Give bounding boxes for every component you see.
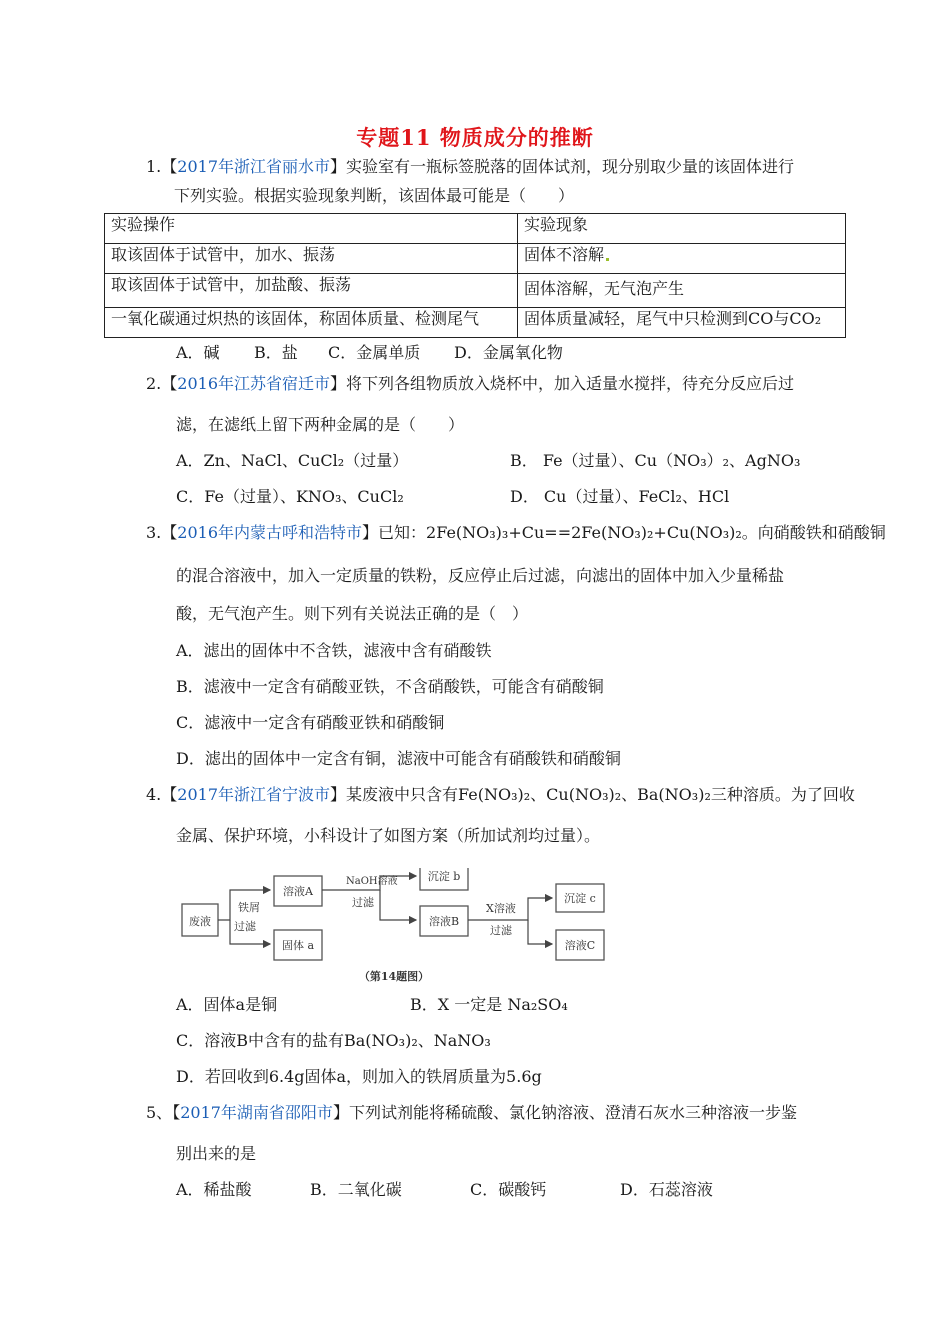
option-b: B．盐	[254, 343, 298, 362]
option-b: B．滤液中一定含有硝酸亚铁，不含硝酸铁，可能含有硝酸铜	[176, 677, 604, 696]
question-source: 2016年江苏省宿迁市	[177, 374, 331, 393]
option-d: D．金属氧化物	[454, 343, 563, 362]
option-c: C．碳酸钙	[470, 1180, 547, 1199]
table-row	[105, 244, 846, 274]
question-1-line-1: 1.【2017年浙江省丽水市】实验室有一瓶标签脱落的固体试剂，现分别取少量的该固体进行	[146, 157, 795, 176]
table-row	[105, 308, 846, 338]
question-number: 3.	[146, 523, 162, 542]
question-2-line-1: 2.【2016年江苏省宿迁市】将下列各组物质放入烧杯中，加入适量水搅拌，待充分反应后过	[146, 374, 795, 393]
arrow	[380, 890, 416, 920]
filter-label: 过滤	[490, 924, 512, 937]
option-c: C．溶液B中含有的盐有Ba(NO₃)₂、NaNO₃	[176, 1031, 491, 1050]
question-1-line-2: 下列实验。根据实验现象判断，该固体最可能是（ ）	[174, 186, 575, 205]
table-cell: 一氧化碳通过炽热的该固体，称固体质量、检测尾气	[105, 308, 518, 338]
naoh-label: NaOH溶液	[346, 876, 398, 887]
table-cell: 固体不溶解	[518, 244, 846, 274]
question-number: 4.	[146, 785, 162, 804]
question-5-line-1: 5、【2017年湖南省邵阳市】下列试剂能将稀硫酸、氯化钠溶液、澄清石灰水三种溶液一步鉴	[146, 1103, 797, 1122]
option-a: A．稀盐酸	[176, 1180, 252, 1199]
option-b: B． Fe（过量）、Cu（NO₃）₂、AgNO₃	[510, 451, 801, 470]
iron-label: 铁屑	[238, 901, 260, 914]
question-text: 实验室有一瓶标签脱落的固体试剂，现分别取少量的该固体进行	[346, 157, 795, 176]
waste-label: 废液	[189, 915, 211, 928]
question-3-line-3: 酸，无气泡产生。则下列有关说法正确的是（ ）	[176, 604, 529, 623]
question-source: 2017年湖南省邵阳市	[180, 1103, 333, 1122]
question-source: 2016年内蒙古呼和浩特市	[177, 523, 363, 542]
table-row	[105, 274, 846, 308]
table-header: 实验操作	[105, 214, 518, 244]
question-text: 下列试剂能将稀硫酸、氯化钠溶液、澄清石灰水三种溶液一步鉴	[348, 1103, 797, 1122]
table-header-row	[105, 214, 846, 244]
table-cell: 固体溶解，无气泡产生	[518, 274, 846, 308]
question-text: 已知：2Fe(NO₃)₃+Cu==2Fe(NO₃)₂+Cu(NO₃)₂。向硝酸铁和硝酸铜	[378, 523, 886, 542]
table-cell: 固体质量减轻，尾气中只检测到CO与CO₂	[518, 308, 846, 338]
option-c: C．金属单质	[328, 343, 421, 362]
table-header: 实验现象	[518, 214, 846, 244]
filter-label: 过滤	[234, 920, 256, 933]
question-4-line-1: 4.【2017年浙江省宁波市】某废液中只含有Fe(NO₃)₂、Cu(NO₃)₂、Ba(NO₃)₂三种溶质。为了回收	[146, 785, 855, 804]
question-text: 某废液中只含有Fe(NO₃)₂、Cu(NO₃)₂、Ba(NO₃)₂三种溶质。为了回收	[346, 785, 855, 804]
question-number: 2.	[146, 374, 162, 393]
option-a: A．碱	[176, 343, 220, 362]
arrow	[528, 920, 552, 944]
question-5-line-2: 别出来的是	[176, 1144, 257, 1163]
question-number: 5、	[146, 1103, 173, 1122]
solution-c-label: 溶液C	[564, 939, 596, 952]
question-source: 2017年浙江省宁波市	[177, 785, 331, 804]
option-d: D． Cu（过量）、FeCl₂、HCl	[510, 487, 730, 506]
question-3-line-1: 3.【2016年内蒙古呼和浩特市】已知：2Fe(NO₃)₃+Cu==2Fe(NO₃)₂+Cu(NO₃)₂。向硝酸铁和硝酸铜	[146, 523, 886, 542]
experiment-table	[104, 213, 846, 338]
question-4-line-2: 金属、保护环境，小科设计了如图方案（所加试剂均过量）。	[176, 826, 601, 845]
option-d: D．若回收到6.4g固体a，则加入的铁屑质量为5.6g	[176, 1067, 542, 1086]
solution-a-label: 溶液A	[283, 885, 313, 898]
question-source: 2017年浙江省丽水市	[177, 157, 331, 176]
page-title: 专题11 物质成分的推断	[356, 125, 594, 150]
x-solution-label: X溶液	[486, 902, 516, 915]
precipitate-c-label: 沉淀 c	[564, 892, 596, 905]
flow-diagram	[174, 868, 614, 988]
option-c: C．Fe（过量）、KNO₃、CuCl₂	[176, 487, 404, 506]
question-3-line-2: 的混合溶液中，加入一定质量的铁粉，反应停止后过滤，向滤出的固体中加入少量稀盐	[176, 566, 785, 585]
filter-label: 过滤	[352, 896, 374, 909]
question-2-line-2: 滤，在滤纸上留下两种金属的是（ ）	[176, 415, 465, 434]
precipitate-b-label: 沉淀 b	[427, 870, 461, 883]
solid-a-label: 固体 a	[281, 939, 315, 952]
question-text: 将下列各组物质放入烧杯中，加入适量水搅拌，待充分反应后过	[346, 374, 795, 393]
option-a: A．Zn、NaCl、CuCl₂（过量）	[176, 451, 409, 470]
option-d: D．石蕊溶液	[620, 1180, 713, 1199]
option-a: A．固体a是铜	[176, 995, 278, 1014]
question-number: 1.	[146, 157, 162, 176]
option-d: D．滤出的固体中一定含有铜，滤液中可能含有硝酸铁和硝酸铜	[176, 749, 621, 768]
option-a: A．滤出的固体中不含铁，滤液中含有硝酸铁	[176, 641, 492, 660]
option-b: B．二氧化碳	[310, 1180, 402, 1199]
option-c: C．滤液中一定含有硝酸亚铁和硝酸铜	[176, 713, 445, 732]
option-b: B．X 一定是 Na₂SO₄	[410, 995, 568, 1014]
solution-b-label: 溶液B	[428, 915, 460, 928]
table-cell: 取该固体于试管中，加水、振荡	[105, 244, 518, 274]
diagram-caption: （第14题图）	[358, 970, 430, 983]
table-cell: 取该固体于试管中，加盐酸、振荡	[105, 274, 518, 308]
